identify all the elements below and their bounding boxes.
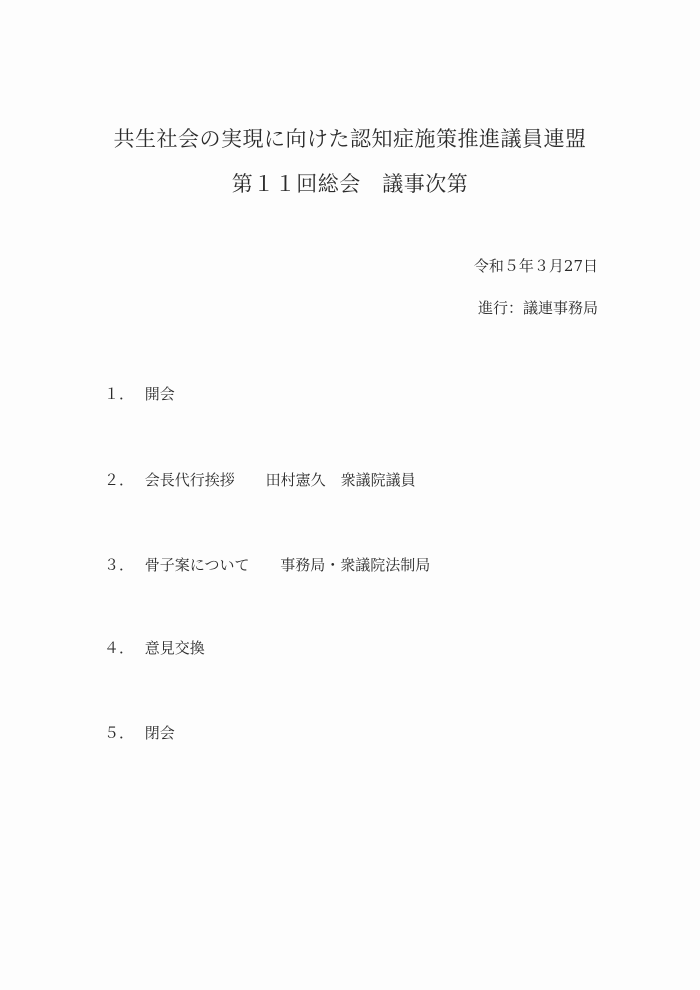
agenda-number: １．	[104, 385, 135, 403]
agenda-number: ２．	[104, 471, 135, 489]
agenda-number: ４．	[104, 639, 135, 657]
agenda-item-closing	[104, 722, 175, 743]
document-subtitle: 第１１回総会 議事次第	[231, 172, 469, 196]
agenda-item-outline	[104, 554, 430, 575]
agenda-item-opening	[104, 383, 175, 404]
document-title: 共生社会の実現に向けた認知症施策推進議員連盟	[113, 127, 587, 151]
agenda-title: 骨子案について	[144, 556, 250, 574]
agenda-number: ５．	[104, 724, 135, 742]
meeting-date: 令和５年３月27日	[473, 257, 598, 275]
agenda-title: 開会	[144, 385, 175, 403]
agenda-title: 閉会	[144, 724, 175, 742]
agenda-item-greeting	[104, 469, 416, 490]
agenda-number: ３．	[104, 556, 135, 574]
agenda-speaker: 田村憲久 衆議院議員	[265, 471, 416, 489]
agenda-presenter: 事務局・衆議院法制局	[280, 556, 431, 574]
facilitator-note: 進行：議連事務局	[477, 299, 598, 317]
agenda-item-discussion	[104, 637, 205, 658]
agenda-title: 会長代行挨拶	[144, 471, 235, 489]
agenda-title: 意見交換	[144, 639, 205, 657]
